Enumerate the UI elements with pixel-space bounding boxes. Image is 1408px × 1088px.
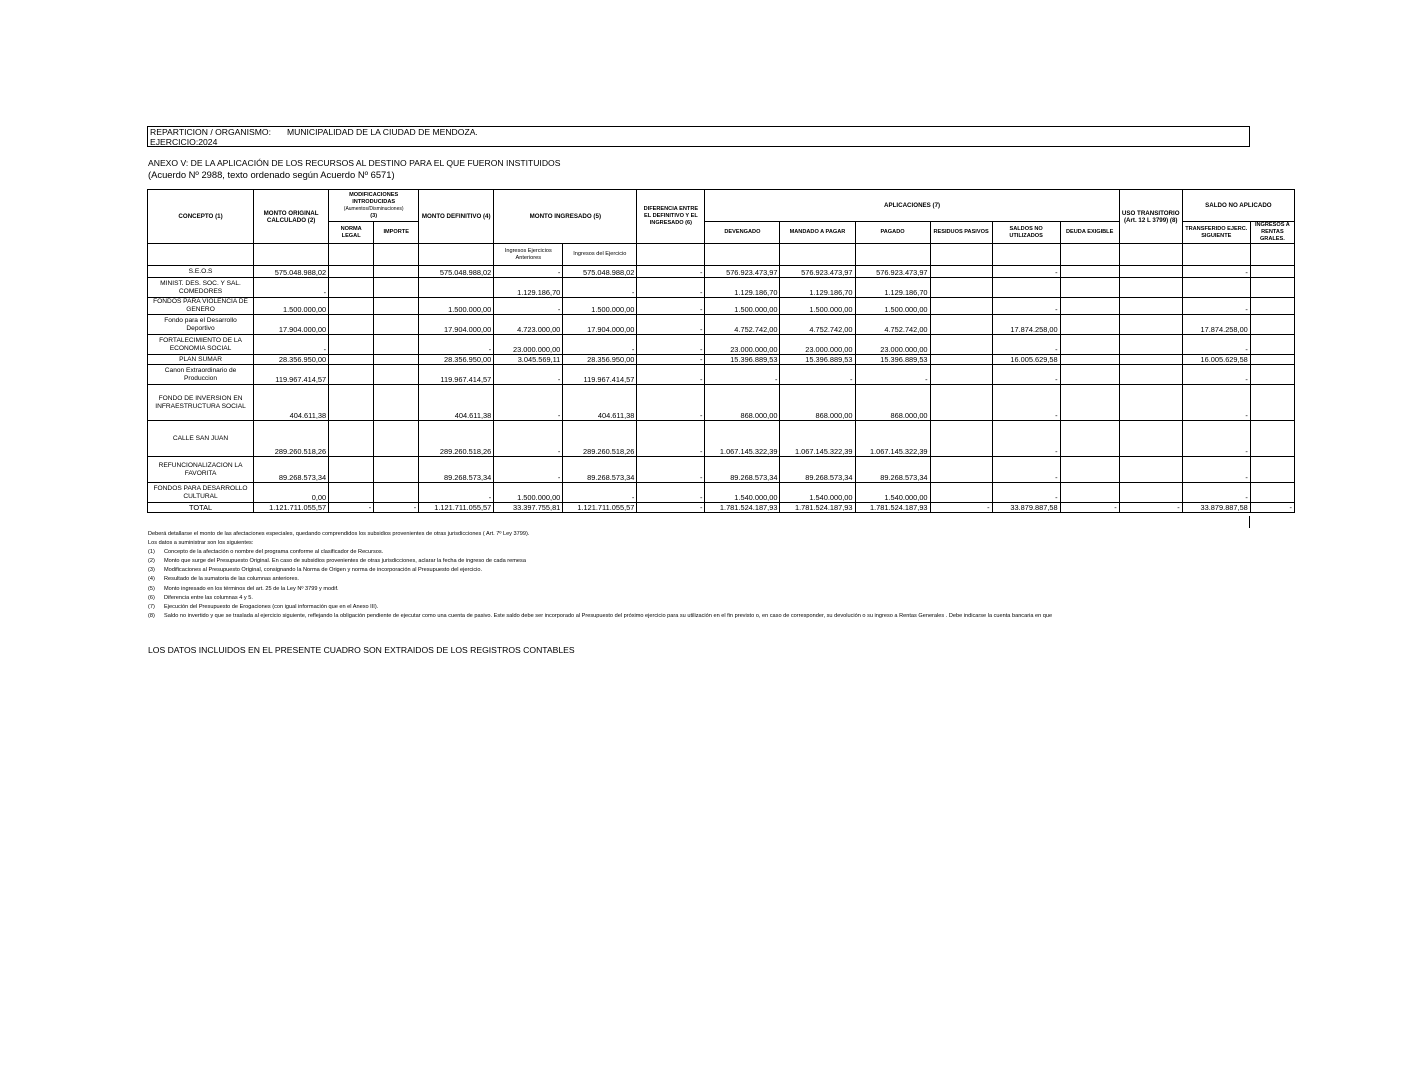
cell-ing_ej: 575.048.988,02	[563, 266, 637, 278]
cell-ing_ant: -	[494, 385, 563, 421]
cell-definitivo: 119.967.414,57	[419, 365, 494, 385]
cell-rentas	[1250, 298, 1294, 315]
col-modificaciones-num: (3)	[370, 212, 378, 219]
row-concepto: S.E.O.S	[148, 266, 254, 278]
cell-residuos	[930, 335, 992, 355]
note-number: (8)	[148, 612, 155, 619]
cell-devengado: -	[705, 365, 780, 385]
cell-deuda	[1060, 315, 1119, 335]
cell-ing_ej: 289.260.518,26	[563, 421, 637, 457]
row-concepto: FORTALECIMIENTO DE LA ECONOMIA SOCIAL	[148, 335, 254, 355]
cell-pagado: 868.000,00	[855, 385, 930, 421]
row-concepto: MINIST. DES. SOC. Y SAL. COMEDORES	[148, 278, 254, 298]
table-row	[148, 278, 1295, 298]
col-pagado: PAGADO	[855, 222, 930, 244]
cell-deuda	[1060, 365, 1119, 385]
cell-pagado: 1.781.524.187,93	[855, 503, 930, 513]
row-concepto: FONDOS PARA DESARROLLO CULTURAL	[148, 483, 254, 503]
cell-pagado: 1.129.186,70	[855, 278, 930, 298]
cell-residuos	[930, 298, 992, 315]
cell-mandado: 89.268.573,34	[780, 457, 855, 483]
cell-importe	[374, 315, 419, 335]
cell-uso	[1119, 278, 1182, 298]
annex-title: ANEXO V: DE LA APLICACIÓN DE LOS RECURSOS AL DESTINO PARA EL QUE FUERON INSTITUIDOS	[148, 158, 561, 168]
cell-original: 289.260.518,26	[254, 421, 329, 457]
cell-ing_ej: -	[563, 335, 637, 355]
cell-residuos	[930, 421, 992, 457]
cell-residuos	[930, 355, 992, 365]
cell-residuos	[930, 457, 992, 483]
col-uso-transitorio: USO TRANSITORIO (Art. 12 L 3799) (8)	[1119, 190, 1182, 244]
col-modificaciones-sub: (Aumentos/Disminuciones)	[343, 205, 404, 212]
col-saldo-no-aplicado: SALDO NO APLICADO	[1182, 190, 1294, 222]
notes-block	[148, 530, 1052, 621]
note-number: (4)	[148, 576, 155, 583]
note-text: Modificaciones al Presupuesto Original, consignando la Norma de Origen y norma de incorporación al Presupuesto del ejercicio.	[164, 567, 483, 574]
col-ingresos-ejercicio: Ingresos del Ejercicio	[563, 244, 637, 266]
cell-diferencia: -	[637, 278, 705, 298]
cell-deuda	[1060, 483, 1119, 503]
cell-ing_ant: 33.397.755,81	[494, 503, 563, 513]
cell-ing_ej: 1.121.711.055,57	[563, 503, 637, 513]
note-number: (7)	[148, 603, 155, 610]
table-body	[148, 266, 1295, 513]
cell-mandado: 576.923.473,97	[780, 266, 855, 278]
cell-ing_ej: 1.500.000,00	[563, 298, 637, 315]
col-saldos-no-utilizados: SALDOS NO UTILIZADOS	[992, 222, 1060, 244]
cell-ing_ant: 4.723.000,00	[494, 315, 563, 335]
cell-deuda	[1060, 355, 1119, 365]
cell-ing_ej: 119.967.414,57	[563, 365, 637, 385]
table-row	[148, 298, 1295, 315]
col-aplicaciones: APLICACIONES (7)	[705, 190, 1119, 222]
annex-title-block	[148, 158, 560, 180]
cell-devengado: 1.500.000,00	[705, 298, 780, 315]
cell-importe	[374, 298, 419, 315]
cell-original: 404.611,38	[254, 385, 329, 421]
cell-saldos: -	[992, 483, 1060, 503]
cell-original: -	[254, 335, 329, 355]
cell-pagado: 1.067.145.322,39	[855, 421, 930, 457]
notes-intro-2: Los datos a suministrar son los siguientes:	[148, 540, 254, 547]
cell-deuda	[1060, 457, 1119, 483]
note-text: Ejecución del Presupuesto de Erogaciones (con igual información que en el Anexo III).	[164, 603, 379, 610]
cell-pagado: 1.500.000,00	[855, 298, 930, 315]
cell-ing_ant: 3.045.569,11	[494, 355, 563, 365]
cell-uso	[1119, 355, 1182, 365]
cell-saldos	[992, 278, 1060, 298]
cell-saldos: -	[992, 421, 1060, 457]
cell-uso	[1119, 298, 1182, 315]
cell-rentas	[1250, 483, 1294, 503]
cell-uso	[1119, 457, 1182, 483]
cell-mandado: 1.067.145.322,39	[780, 421, 855, 457]
cell-importe	[374, 355, 419, 365]
row-concepto: PLAN SUMAR	[148, 355, 254, 365]
cell-deuda	[1060, 266, 1119, 278]
cell-uso	[1119, 385, 1182, 421]
note-text: Diferencia entre las columnas 4 y 5.	[164, 594, 253, 601]
cell-transferido: -	[1182, 457, 1250, 483]
cell-norma	[329, 421, 374, 457]
cell-deuda	[1060, 385, 1119, 421]
cell-residuos	[930, 315, 992, 335]
table-row	[148, 355, 1295, 365]
cell-uso	[1119, 421, 1182, 457]
cell-diferencia: -	[637, 457, 705, 483]
cell-norma	[329, 298, 374, 315]
cell-deuda	[1060, 421, 1119, 457]
cell-uso	[1119, 315, 1182, 335]
cell-norma	[329, 335, 374, 355]
cell-diferencia: -	[637, 335, 705, 355]
cell-importe: -	[374, 503, 419, 513]
cell-diferencia: -	[637, 298, 705, 315]
cell-uso	[1119, 365, 1182, 385]
cell-definitivo: 17.904.000,00	[419, 315, 494, 335]
cell-transferido: -	[1182, 421, 1250, 457]
col-modificaciones	[329, 190, 419, 222]
cell-residuos	[930, 365, 992, 385]
cell-rentas	[1250, 355, 1294, 365]
cell-norma	[329, 457, 374, 483]
cell-pagado: 1.540.000,00	[855, 483, 930, 503]
cell-devengado: 15.396.889,53	[705, 355, 780, 365]
col-deuda-exigible: DEUDA EXIGIBLE	[1060, 222, 1119, 244]
row-concepto: Canon Extraordinario de Produccion	[148, 365, 254, 385]
repartition-value: MUNICIPALIDAD DE LA CIUDAD DE MENDOZA.	[286, 127, 478, 137]
notes-list	[148, 548, 1052, 621]
col-devengado: DEVENGADO	[705, 222, 780, 244]
cell-importe	[374, 335, 419, 355]
cell-original: 17.904.000,00	[254, 315, 329, 335]
note-item	[148, 548, 1052, 557]
cell-devengado: 868.000,00	[705, 385, 780, 421]
note-number: (2)	[148, 558, 155, 565]
table-tail-line	[1249, 516, 1250, 528]
cell-definitivo: 1.121.711.055,57	[419, 503, 494, 513]
cell-diferencia: -	[637, 421, 705, 457]
cell-devengado: 1.781.524.187,93	[705, 503, 780, 513]
row-concepto: CALLE SAN JUAN	[148, 421, 254, 457]
cell-definitivo: -	[419, 483, 494, 503]
table-row	[148, 483, 1295, 503]
note-item	[148, 594, 1052, 603]
cell-ing_ant: -	[494, 298, 563, 315]
header-box	[147, 126, 1250, 147]
col-modificaciones-label: MODIFICACIONES INTRODUCIDAS	[349, 191, 399, 205]
cell-saldos: 17.874.258,00	[992, 315, 1060, 335]
cell-mandado: 1.781.524.187,93	[780, 503, 855, 513]
cell-importe	[374, 385, 419, 421]
cell-rentas: -	[1250, 503, 1294, 513]
cell-norma	[329, 365, 374, 385]
col-monto-original: MONTO ORIGINAL CALCULADO (2)	[254, 190, 329, 244]
cell-transferido	[1182, 278, 1250, 298]
note-number: (3)	[148, 567, 155, 574]
cell-devengado: 576.923.473,97	[705, 266, 780, 278]
cell-deuda	[1060, 335, 1119, 355]
cell-original: 575.048.988,02	[254, 266, 329, 278]
cell-ing_ant: 23.000.000,00	[494, 335, 563, 355]
cell-mandado: 15.396.889,53	[780, 355, 855, 365]
cell-definitivo: 1.500.000,00	[419, 298, 494, 315]
note-number: (5)	[148, 585, 155, 592]
cell-ing_ant: -	[494, 421, 563, 457]
cell-saldos: -	[992, 335, 1060, 355]
cell-uso	[1119, 266, 1182, 278]
cell-saldos: -	[992, 385, 1060, 421]
cell-saldos: -	[992, 266, 1060, 278]
note-item	[148, 585, 1052, 594]
note-text: Resultado de la sumatoria de las columnas anteriores.	[164, 576, 299, 583]
cell-norma	[329, 483, 374, 503]
cell-diferencia: -	[637, 503, 705, 513]
cell-importe	[374, 278, 419, 298]
note-text: Concepto de la afectación o nombre del programa conforme al clasificador de Recursos.	[164, 549, 384, 556]
cell-deuda	[1060, 298, 1119, 315]
cell-devengado: 23.000.000,00	[705, 335, 780, 355]
cell-original: 1.121.711.055,57	[254, 503, 329, 513]
table-row	[148, 315, 1295, 335]
table-row	[148, 457, 1295, 483]
cell-rentas	[1250, 457, 1294, 483]
cell-residuos	[930, 266, 992, 278]
cell-original: 89.268.573,34	[254, 457, 329, 483]
note-text: Monto que surge del Presupuesto Original. En caso de subsidios provenientes de otras jurisdicciones, aclarar la fecha de ingreso de cada remesa	[164, 558, 526, 565]
cell-residuos	[930, 278, 992, 298]
cell-original: -	[254, 278, 329, 298]
cell-devengado: 1.067.145.322,39	[705, 421, 780, 457]
cell-definitivo: 404.611,38	[419, 385, 494, 421]
note-number: (6)	[148, 594, 155, 601]
cell-devengado: 4.752.742,00	[705, 315, 780, 335]
col-mandado: MANDADO A PAGAR	[780, 222, 855, 244]
cell-mandado: 1.540.000,00	[780, 483, 855, 503]
cell-pagado: 15.396.889,53	[855, 355, 930, 365]
cell-norma	[329, 278, 374, 298]
cell-definitivo	[419, 278, 494, 298]
cell-rentas	[1250, 365, 1294, 385]
cell-pagado: 576.923.473,97	[855, 266, 930, 278]
cell-diferencia: -	[637, 483, 705, 503]
cell-ing_ant: -	[494, 365, 563, 385]
table-row	[148, 335, 1295, 355]
cell-diferencia: -	[637, 355, 705, 365]
cell-ing_ej: 28.356.950,00	[563, 355, 637, 365]
cell-rentas	[1250, 335, 1294, 355]
footer-note: LOS DATOS INCLUIDOS EN EL PRESENTE CUADRO SON EXTRAIDOS DE LOS REGISTROS CONTABLES	[148, 645, 575, 655]
cell-original: 1.500.000,00	[254, 298, 329, 315]
col-diferencia: DIFERENCIA ENTRE EL DEFINITIVO Y EL INGRESADO (6)	[637, 190, 705, 244]
cell-uso	[1119, 335, 1182, 355]
cell-diferencia: -	[637, 315, 705, 335]
row-concepto: TOTAL	[148, 503, 254, 513]
cell-diferencia: -	[637, 365, 705, 385]
cell-norma	[329, 266, 374, 278]
row-concepto: FONDO DE INVERSION EN INFRAESTRUCTURA SOCIAL	[148, 385, 254, 421]
cell-uso	[1119, 483, 1182, 503]
row-concepto: Fondo para el Desarrollo Deportivo	[148, 315, 254, 335]
cell-transferido: 16.005.629,58	[1182, 355, 1250, 365]
note-item	[148, 603, 1052, 612]
table-row	[148, 365, 1295, 385]
cell-transferido: 33.879.887,58	[1182, 503, 1250, 513]
cell-original: 0,00	[254, 483, 329, 503]
application-table	[147, 189, 1295, 513]
repartition-label: REPARTICION / ORGANISMO:	[150, 127, 271, 137]
cell-ing_ej: -	[563, 483, 637, 503]
cell-saldos: 33.879.887,58	[992, 503, 1060, 513]
note-text: Monto ingresado en los términos del art. 25 de la Ley Nº 3799 y modif.	[164, 585, 339, 592]
cell-diferencia: -	[637, 266, 705, 278]
cell-norma	[329, 315, 374, 335]
cell-mandado: 1.500.000,00	[780, 298, 855, 315]
cell-rentas	[1250, 278, 1294, 298]
cell-deuda	[1060, 278, 1119, 298]
annex-subtitle: (Acuerdo Nº 2988, texto ordenado según Acuerdo Nº 6571)	[148, 169, 395, 180]
cell-norma: -	[329, 503, 374, 513]
cell-devengado: 1.540.000,00	[705, 483, 780, 503]
notes-intro-1: Deberá detallarse el monto de las afectaciones especiales, quedando comprendidos los subsidios provenientes de otras jurisdicciones ( Art. 7º Ley 3799).	[148, 531, 530, 537]
cell-saldos: -	[992, 457, 1060, 483]
cell-rentas	[1250, 385, 1294, 421]
cell-importe	[374, 266, 419, 278]
cell-definitivo: 89.268.573,34	[419, 457, 494, 483]
cell-definitivo: 289.260.518,26	[419, 421, 494, 457]
col-concepto: CONCEPTO (1)	[148, 190, 254, 244]
col-importe: IMPORTE	[374, 222, 419, 244]
cell-ing_ej: 89.268.573,34	[563, 457, 637, 483]
exercise: EJERCICIO:2024	[150, 137, 218, 147]
cell-mandado: -	[780, 365, 855, 385]
cell-ing_ant: 1.129.186,70	[494, 278, 563, 298]
note-item	[148, 566, 1052, 575]
cell-transferido: -	[1182, 266, 1250, 278]
cell-pagado: -	[855, 365, 930, 385]
cell-importe	[374, 483, 419, 503]
note-text: Saldo no invertido y que se traslada al ejercicio siguiente, reflejando la obligación pendiente de ejecutar como una cuenta de pasivo. Este saldo debe ser incorporado al Presupuesto del próximo ejercicio para su utilización en el fin previsto o, en caso de corresponder, su devolución o su ingreso a Rentas Generales . Debe indicarse la cuenta bancaria en que	[164, 612, 1053, 619]
cell-transferido: -	[1182, 385, 1250, 421]
cell-ing_ej: -	[563, 278, 637, 298]
cell-deuda: -	[1060, 503, 1119, 513]
cell-rentas	[1250, 315, 1294, 335]
cell-ing_ej: 17.904.000,00	[563, 315, 637, 335]
table-row	[148, 421, 1295, 457]
col-ingresos-rentas: INGRESOS A RENTAS GRALES.	[1250, 222, 1294, 244]
cell-ing_ant: -	[494, 266, 563, 278]
cell-original: 119.967.414,57	[254, 365, 329, 385]
cell-definitivo: -	[419, 335, 494, 355]
note-item	[148, 575, 1052, 584]
cell-diferencia: -	[637, 385, 705, 421]
col-monto-definitivo: MONTO DEFINITIVO (4)	[419, 190, 494, 244]
note-number: (1)	[148, 549, 155, 556]
cell-rentas	[1250, 266, 1294, 278]
cell-uso: -	[1119, 503, 1182, 513]
cell-importe	[374, 421, 419, 457]
cell-transferido: -	[1182, 335, 1250, 355]
cell-residuos	[930, 385, 992, 421]
cell-residuos: -	[930, 503, 992, 513]
table-row	[148, 266, 1295, 278]
cell-devengado: 89.268.573,34	[705, 457, 780, 483]
cell-saldos: -	[992, 298, 1060, 315]
total-row	[148, 503, 1295, 513]
cell-saldos: -	[992, 365, 1060, 385]
col-ingresos-anteriores: Ingresos Ejercicios Anteriores	[494, 244, 563, 266]
cell-mandado: 4.752.742,00	[780, 315, 855, 335]
cell-pagado: 4.752.742,00	[855, 315, 930, 335]
cell-ing_ant: -	[494, 457, 563, 483]
cell-residuos	[930, 483, 992, 503]
cell-original: 28.356.950,00	[254, 355, 329, 365]
cell-transferido: 17.874.258,00	[1182, 315, 1250, 335]
cell-pagado: 23.000.000,00	[855, 335, 930, 355]
row-concepto: REFUNCIONALIZACION LA FAVORITA	[148, 457, 254, 483]
cell-transferido: -	[1182, 483, 1250, 503]
cell-mandado: 1.129.186,70	[780, 278, 855, 298]
col-transferido: TRANSFERIDO EJERC. SIGUIENTE	[1182, 222, 1250, 244]
row-concepto: FONDOS PARA VIOLENCIA DE GENERO	[148, 298, 254, 315]
cell-pagado: 89.268.573,34	[855, 457, 930, 483]
cell-saldos: 16.005.629,58	[992, 355, 1060, 365]
cell-definitivo: 575.048.988,02	[419, 266, 494, 278]
cell-norma	[329, 385, 374, 421]
cell-transferido: -	[1182, 298, 1250, 315]
cell-devengado: 1.129.186,70	[705, 278, 780, 298]
note-item	[148, 612, 1052, 621]
col-residuos: RESIDUOS PASIVOS	[930, 222, 992, 244]
note-item	[148, 557, 1052, 566]
cell-definitivo: 28.356.950,00	[419, 355, 494, 365]
cell-ing_ej: 404.611,38	[563, 385, 637, 421]
cell-ing_ant: 1.500.000,00	[494, 483, 563, 503]
cell-importe	[374, 457, 419, 483]
cell-transferido: -	[1182, 365, 1250, 385]
cell-norma	[329, 355, 374, 365]
col-monto-ingresado: MONTO INGRESADO (5)	[494, 190, 637, 244]
cell-mandado: 868.000,00	[780, 385, 855, 421]
cell-mandado: 23.000.000,00	[780, 335, 855, 355]
col-norma-legal: NORMA LEGAL	[329, 222, 374, 244]
table-row	[148, 385, 1295, 421]
cell-importe	[374, 365, 419, 385]
cell-rentas	[1250, 421, 1294, 457]
